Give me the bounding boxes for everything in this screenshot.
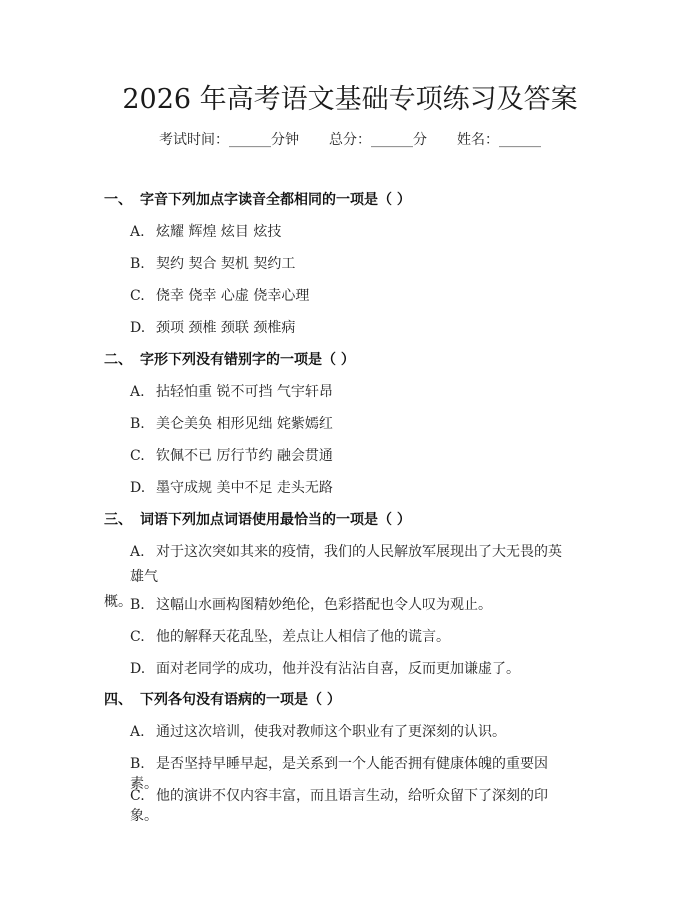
option-b [130, 254, 575, 274]
option-a [130, 722, 575, 742]
exam-meta [0, 130, 700, 150]
page-title: 2026 年高考语文基础专项练习及答案 [122, 84, 578, 115]
option-text: 钦佩不已 厉行节约 融会贯通 [156, 448, 333, 464]
option-label: A. [130, 724, 145, 740]
option-c [130, 627, 575, 647]
option-text: 这幅山水画构图精妙绝伦，色彩搭配也令人叹为观止。 [156, 597, 492, 613]
option-b [130, 414, 575, 434]
option-text: 颈项 颈椎 颈联 颈椎病 [156, 320, 296, 336]
option-label: B. [130, 756, 145, 772]
option-text: 通过这次培训，使我对教师这个职业有了更深刻的认识。 [156, 724, 506, 740]
option-text: 契约 契合 契机 契约工 [156, 256, 296, 272]
option-label: C. [130, 788, 145, 804]
question-number: 一、 [104, 192, 132, 208]
question-number: 三、 [104, 512, 132, 528]
option-a [130, 222, 575, 242]
option-text: 面对老同学的成功，他并没有沾沾自喜，反而更加谦虚了。 [156, 661, 520, 677]
time-unit: 分钟 [271, 132, 299, 148]
option-label: C. [130, 629, 145, 645]
option-a [130, 382, 575, 402]
option-text: 对于这次突如其来的疫情，我们的人民解放军展现出了大无畏的英雄气 [130, 544, 562, 585]
question-heading [104, 510, 411, 530]
option-label: D. [130, 480, 146, 496]
option-c [130, 786, 575, 826]
option-label: A. [130, 544, 145, 560]
option-c [130, 286, 575, 306]
question-heading [104, 190, 411, 210]
option-label: A. [130, 224, 145, 240]
option-text: 侥幸 侥幸 心虚 侥幸心理 [156, 288, 310, 304]
score-unit: 分 [413, 132, 427, 148]
option-text: 是否坚持早睡早起，是关系到一个人能否拥有健康体魄的重要因素。 [130, 756, 548, 792]
option-d [130, 659, 575, 679]
question-text: 下列各句没有语病的一项是（ ） [140, 692, 341, 708]
option-label: A. [130, 384, 145, 400]
question-text: 字音下列加点字读音全都相同的一项是（ ） [140, 192, 411, 208]
option-label: B. [130, 597, 145, 613]
question-text: 字形下列没有错别字的一项是（ ） [140, 352, 355, 368]
question-number: 二、 [104, 352, 132, 368]
name-label: 姓名： [457, 132, 499, 148]
option-label: D. [130, 661, 146, 677]
time-label: 考试时间： [159, 132, 229, 148]
option-label: D. [130, 320, 146, 336]
option-text: 墨守成规 美中不足 走头无路 [156, 480, 333, 496]
name-blank: ______ [499, 132, 541, 148]
option-label: B. [130, 416, 145, 432]
option-text: 他的解释天花乱坠，差点让人相信了他的谎言。 [156, 629, 450, 645]
score-label: 总分： [329, 132, 371, 148]
option-text: 美仑美奂 相形见绌 姹紫嫣红 [156, 416, 333, 432]
option-label: C. [130, 288, 145, 304]
option-d [130, 478, 575, 498]
option-label: B. [130, 256, 145, 272]
option-text: 他的演讲不仅内容丰富，而且语言生动，给听众留下了深刻的印象。 [130, 788, 548, 824]
question-text: 词语下列加点词语使用最恰当的一项是（ ） [140, 512, 411, 528]
option-b [130, 595, 575, 615]
option-text: 拈轻怕重 锐不可挡 气宇轩昂 [156, 384, 333, 400]
option-text-continued: 概。 [104, 594, 132, 610]
question-number: 四、 [104, 692, 132, 708]
time-blank: ______ [229, 132, 271, 148]
question-heading [104, 350, 355, 370]
option-d [130, 318, 575, 338]
option-text: 炫耀 辉煌 炫目 炫技 [156, 224, 282, 240]
option-label: C. [130, 448, 145, 464]
score-blank: ______ [371, 132, 413, 148]
question-heading [104, 690, 341, 710]
option-c [130, 446, 575, 466]
